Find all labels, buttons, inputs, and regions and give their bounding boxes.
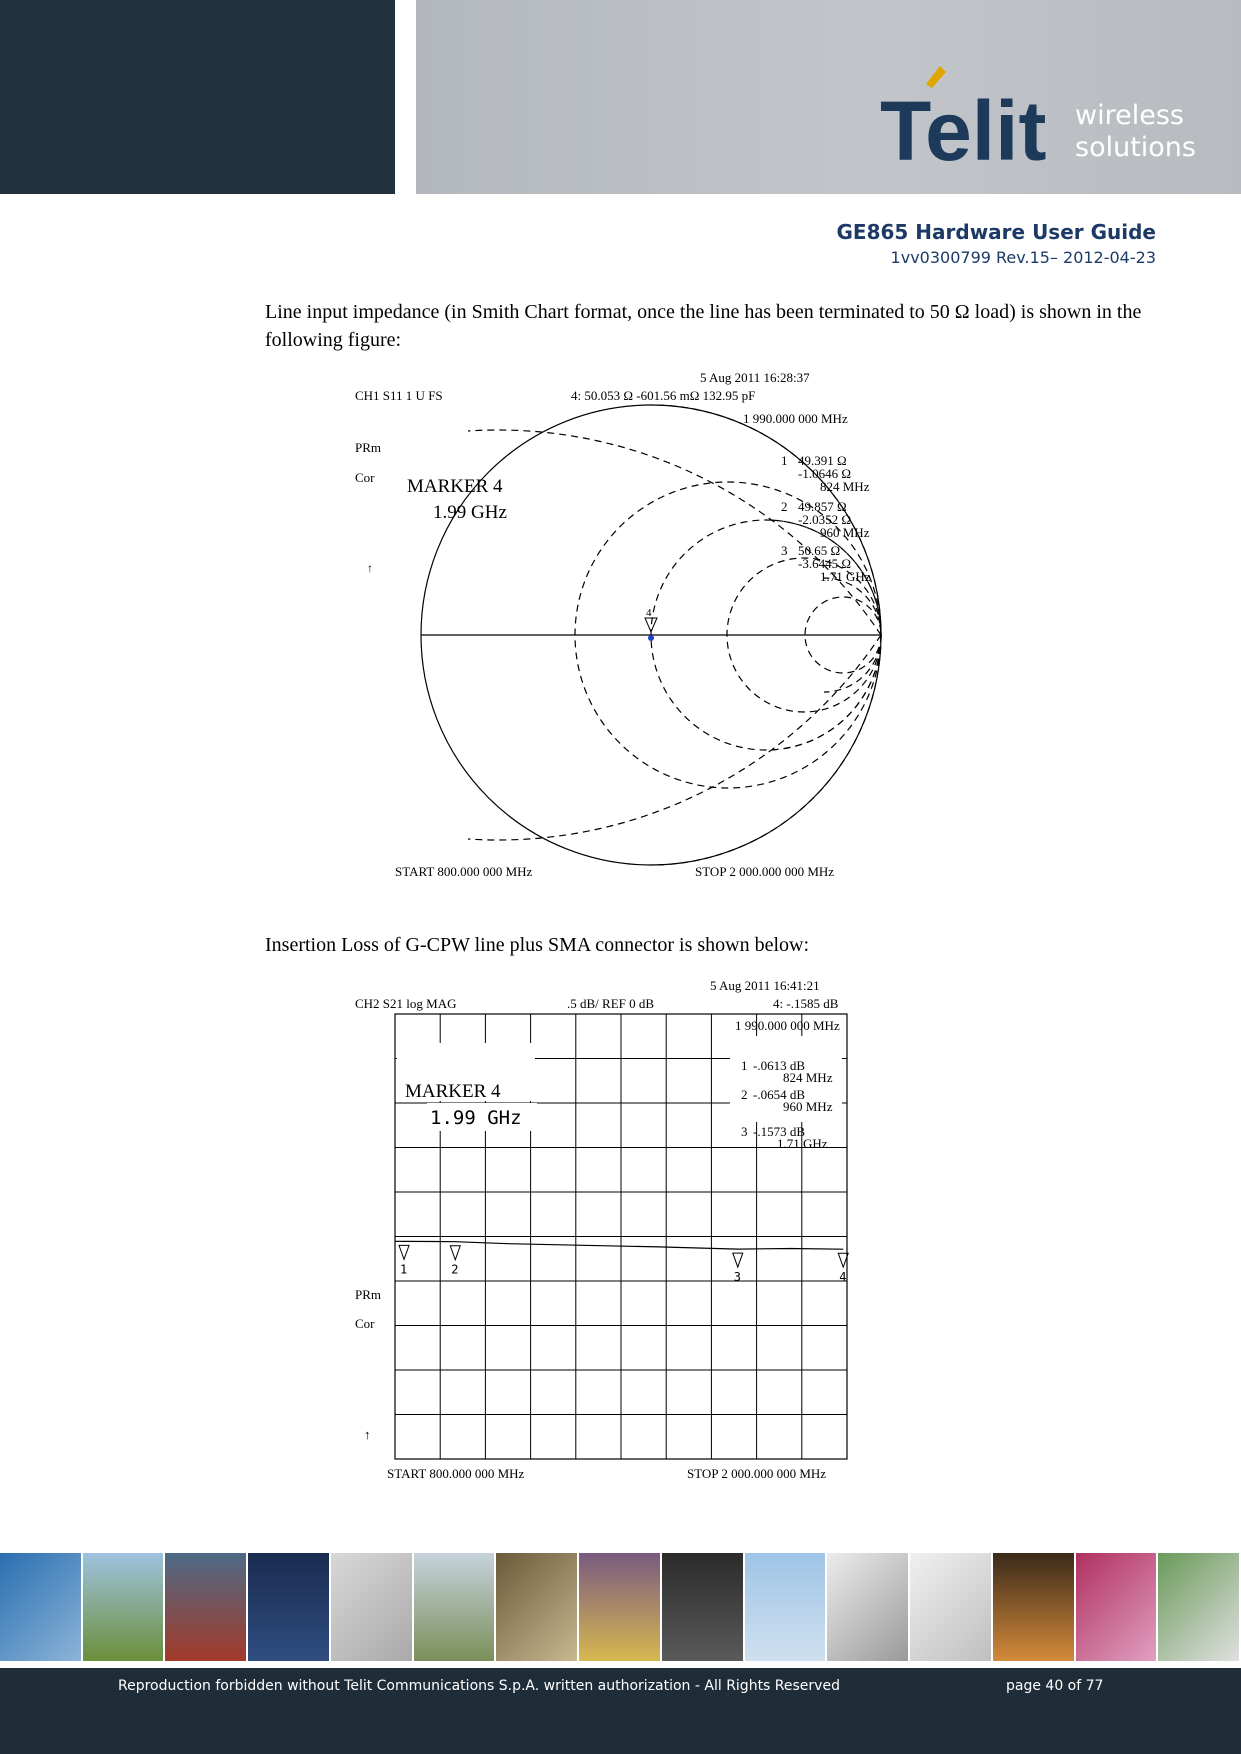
- loss-axis-arrow: ↑: [364, 1427, 371, 1442]
- smith-marker-2-r: 49.857 Ω: [798, 499, 847, 514]
- photo-10: [745, 1553, 828, 1661]
- smith-stop: STOP 2 000.000 000 MHz: [695, 864, 835, 879]
- loss-marker-label-3: 3: [733, 1270, 742, 1285]
- loss-side-label-prm: PRm: [355, 1287, 382, 1302]
- smith-marker-freq: 1.99 GHz: [433, 502, 507, 523]
- loss-marker-3-v: -.1573 dB: [753, 1124, 805, 1139]
- doc-ref: 1vv0300799 Rev.15– 2012-04-23: [890, 248, 1156, 267]
- svg-text:solutions: solutions: [1075, 132, 1196, 163]
- smith-marker-2-f: 960 MHz: [820, 525, 870, 540]
- footer-photo-strip: [0, 1553, 1241, 1661]
- paragraph-loss-intro: Insertion Loss of G-CPW line plus SMA connector is shown below:: [265, 934, 810, 956]
- loss-header-left: CH2 S21 log MAG: [355, 996, 457, 1011]
- smith-marker-1-r: 49.391 Ω: [798, 453, 847, 468]
- photo-4: [248, 1553, 331, 1661]
- smith-datetime: 5 Aug 2011 16:28:37: [700, 370, 810, 385]
- loss-trace: [395, 1241, 848, 1284]
- photo-7: [496, 1553, 579, 1661]
- loss-side-label-cor: Cor: [355, 1316, 375, 1331]
- loss-marker-2-f: 960 MHz: [783, 1099, 833, 1114]
- loss-scale: .5 dB/ REF 0 dB: [567, 996, 655, 1011]
- photo-5: [331, 1553, 414, 1661]
- smith-side-label-cor: Cor: [355, 470, 375, 485]
- photo-12: [910, 1553, 993, 1661]
- smith-marker-2-id: 2: [781, 499, 788, 514]
- smith-marker-1-f: 824 MHz: [820, 479, 870, 494]
- photo-11: [827, 1553, 910, 1661]
- svg-text:Telit: Telit: [880, 84, 1047, 172]
- smith-axis-arrow: ↑: [367, 561, 373, 575]
- photo-8: [579, 1553, 662, 1661]
- loss-marker-2-v: -.0654 dB: [753, 1087, 805, 1102]
- smith-marker-1-id: 1: [781, 453, 788, 468]
- photo-6: [414, 1553, 497, 1661]
- loss-marker-label-4: 4: [839, 1270, 847, 1285]
- smith-marker-1-x: -1.0646 Ω: [798, 466, 851, 481]
- smith-marker-3-r: 50.65 Ω: [798, 543, 841, 558]
- footer-notice: Reproduction forbidden without Telit Communications S.p.A. written authorization - All Rights Reserved: [118, 1678, 840, 1694]
- telit-logo: [880, 62, 1210, 172]
- loss-marker-1-f: 824 MHz: [783, 1070, 833, 1085]
- photo-3: [165, 1553, 248, 1661]
- header-banner: [0, 0, 1241, 196]
- photo-13: [993, 1553, 1076, 1661]
- smith-side-label-prm: PRm: [355, 440, 382, 455]
- loss-marker-title: MARKER 4: [405, 1081, 501, 1102]
- loss-marker-2: [450, 1246, 460, 1260]
- loss-stop: STOP 2 000.000 000 MHz: [687, 1466, 827, 1480]
- photo-2: [83, 1553, 166, 1661]
- paragraph-smith-intro: Line input impedance (in Smith Chart format, once the line has been terminated to 50 Ω load) is shown in the following figure:: [265, 301, 1142, 351]
- smith-start: START 800.000 000 MHz: [395, 864, 533, 879]
- loss-marker-3-f: 1.71 GHz: [777, 1136, 828, 1151]
- loss-freq: 1 990.000 000 MHz: [735, 1018, 840, 1033]
- smith-marker-title: MARKER 4: [407, 476, 503, 497]
- smith-trace-marker-4: 4: [646, 607, 652, 619]
- loss-series-line: [395, 1241, 843, 1249]
- loss-datetime: 5 Aug 2011 16:41:21: [710, 978, 820, 993]
- banner-dark-block: [0, 0, 395, 194]
- smith-marker-readout: 4: 50.053 Ω -601.56 mΩ 132.95 pF: [571, 388, 756, 403]
- doc-title: GE865 Hardware User Guide: [836, 220, 1156, 244]
- loss-marker-freq: 1.99 GHz: [430, 1107, 522, 1129]
- smith-marker-3-f: 1.71 GHz: [820, 569, 871, 584]
- svg-text:wireless: wireless: [1075, 100, 1184, 131]
- loss-marker-3: [733, 1253, 743, 1267]
- loss-marker-2-id: 2: [741, 1087, 748, 1102]
- footer-bar: [0, 1668, 1241, 1754]
- loss-marker-label-1: 1: [400, 1262, 408, 1277]
- photo-9: [662, 1553, 745, 1661]
- photo-14: [1076, 1553, 1159, 1661]
- smith-freq: 1 990.000 000 MHz: [743, 411, 848, 426]
- footer-page-number: page 40 of 77: [1006, 1678, 1104, 1694]
- loss-marker-label-2: 2: [451, 1262, 459, 1277]
- loss-marker-3-id: 3: [741, 1124, 748, 1139]
- loss-marker-readout: 4: -.1585 dB: [773, 996, 839, 1011]
- document-header: [837, 220, 1157, 267]
- loss-marker-1-v: -.0613 dB: [753, 1058, 805, 1073]
- photo-15: [1158, 1553, 1241, 1661]
- smith-marker-2-x: -2.0352 Ω: [798, 512, 851, 527]
- smith-header-left: CH1 S11 1 U FS: [355, 388, 443, 403]
- insertion-loss-chart: [345, 978, 915, 1480]
- smith-chart-figure: [345, 370, 915, 885]
- smith-marker-3-id: 3: [781, 543, 788, 558]
- loss-marker-1: [399, 1245, 409, 1259]
- smith-marker-3-x: -3.6445 Ω: [798, 556, 851, 571]
- photo-1: [0, 1553, 83, 1661]
- loss-marker-1-id: 1: [741, 1058, 748, 1073]
- loss-start: START 800.000 000 MHz: [387, 1466, 525, 1480]
